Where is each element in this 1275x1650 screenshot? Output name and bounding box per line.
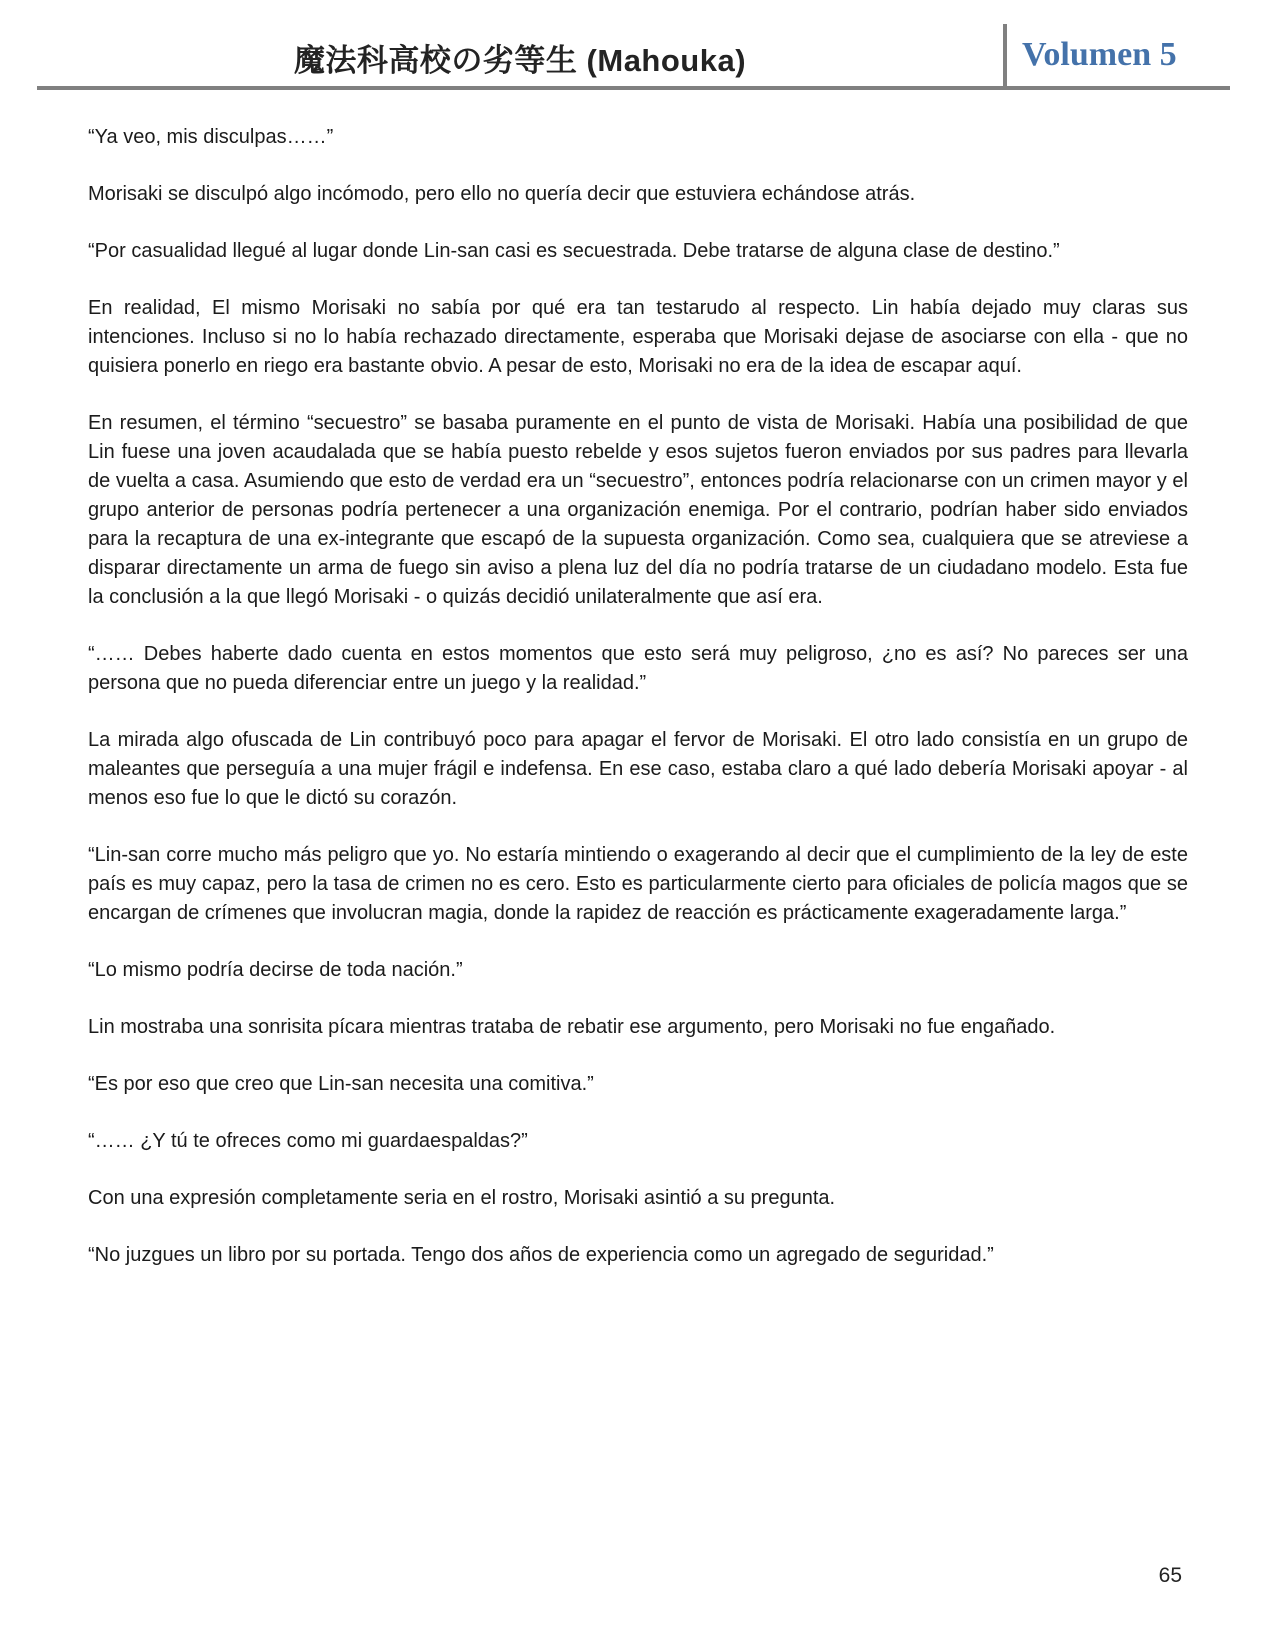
header-title-area <box>37 0 1003 86</box>
paragraph: “No juzgues un libro por su portada. Tengo dos años de experiencia como un agregado de seguridad.” <box>88 1244 994 1266</box>
paragraph: Morisaki se disculpó algo incómodo, pero ello no quería decir que estuviera echándose atrás. <box>88 183 916 205</box>
paragraph: En realidad, El mismo Morisaki no sabía por qué era tan testarudo al respecto. Lin había dejado muy claras sus intenciones. Incluso si no lo había rechazado directamente, esperaba que Morisaki dejase de asociarse con ella - que no quisiera ponerlo en riego era bastante obvio. A pesar de esto, Morisaki no era de la idea de escapar aquí. <box>88 297 1188 377</box>
paragraph: “…… Debes haberte dado cuenta en estos momentos que esto será muy peligroso, ¿no es así? No pareces ser una persona que no pueda diferenciar entre un juego y la realidad.” <box>88 643 1188 694</box>
page-number: 65 <box>1158 1564 1182 1587</box>
paragraph: “Ya veo, mis disculpas……” <box>88 126 334 148</box>
paragraph: Lin mostraba una sonrisita pícara mientras trataba de rebatir ese argumento, pero Morisaki no fue engañado. <box>88 1016 1056 1038</box>
paragraph: “Lo mismo podría decirse de toda nación.” <box>88 959 463 981</box>
paragraph: Con una expresión completamente seria en el rostro, Morisaki asintió a su pregunta. <box>88 1187 836 1209</box>
paragraph: “Es por eso que creo que Lin-san necesita una comitiva.” <box>88 1073 594 1095</box>
volume-label: Volumen 5 <box>1022 36 1177 73</box>
paragraph: “Lin-san corre mucho más peligro que yo. No estaría mintiendo o exagerando al decir que el cumplimiento de la ley de este país es muy capaz, pero la tasa de crimen no es cero. Esto es particularmente cierto para oficiales de policía magos que se encargan de crímenes que involucran magia, donde la rapidez de reacción es prácticamente exageradamente larga.” <box>88 844 1188 924</box>
paragraph: La mirada algo ofuscada de Lin contribuyó poco para apagar el fervor de Morisaki. El otro lado consistía en un grupo de maleantes que perseguía a una mujer frágil e indefensa. En ese caso, estaba claro a qué lado debería Morisaki apoyar - al menos eso fue lo que le dictó su corazón. <box>88 729 1188 809</box>
paragraph: En resumen, el término “secuestro” se basaba puramente en el punto de vista de Morisaki. Había una posibilidad de que Lin fuese una joven acaudalada que se había puesto rebelde y esos sujetos fueron enviados por sus padres para llevarla de vuelta a casa. Asumiendo que esto de verdad era un “secuestro”, entonces podría relacionarse con un crimen mayor y el grupo anterior de personas podría pertenecer a una organización enemiga. Por el contrario, podrían haber sido enviados para la recaptura de una ex-integrante que escapó de la supuesta organización. Como sea, cualquiera que se atreviese a disparar directamente un arma de fuego sin aviso a plena luz del día no podría tratarse de un ciudadano modelo. Esta fue la conclusión a la que llegó Morisaki - o quizás decidió unilateralmente que así era. <box>88 412 1188 608</box>
paragraph: “…… ¿Y tú te ofreces como mi guardaespaldas?” <box>88 1130 528 1152</box>
body-text <box>88 123 1188 1298</box>
paragraph: “Por casualidad llegué al lugar donde Lin-san casi es secuestrada. Debe tratarse de alguna clase de destino.” <box>88 240 1060 262</box>
page-header <box>37 0 1230 90</box>
volume-area <box>1003 24 1230 86</box>
document-title: 魔法科高校の劣等生 (Mahouka) <box>293 43 747 78</box>
